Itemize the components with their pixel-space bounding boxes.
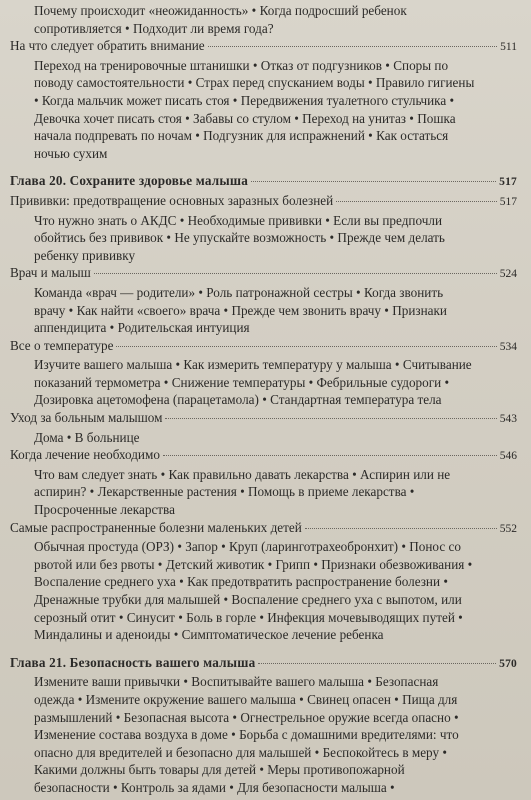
dot-leader	[258, 663, 496, 664]
section-heading	[10, 409, 517, 429]
topic-line: одежда • Измените окружение вашего малыша • Свинец опасен • Пища для	[34, 691, 458, 707]
topic-line: размышлений • Безопасная высота • Огнестрельное оружие всегда опасно •	[34, 709, 459, 725]
dot-leader	[165, 418, 496, 419]
topic-line: Какими должны быть товары для детей • Меры противопожарной	[34, 762, 405, 778]
topic-line: Дома • В больнице	[34, 429, 140, 445]
section-title: На что следует обратить внимание	[10, 38, 205, 54]
table-of-contents	[10, 2, 517, 797]
page-number: 543	[499, 413, 517, 426]
page-number: 546	[499, 450, 517, 463]
dot-leader	[94, 273, 497, 274]
page-number: 511	[500, 41, 517, 54]
section-heading	[10, 37, 517, 57]
page-number: 534	[499, 340, 517, 353]
section-gap	[10, 162, 517, 172]
section-heading	[10, 264, 517, 284]
dot-leader	[116, 346, 496, 347]
section-heading	[10, 192, 517, 212]
section-title: Когда лечение необходимо	[10, 447, 160, 463]
section-heading	[10, 446, 517, 466]
page-number: 524	[499, 268, 517, 281]
topic-line: Что вам следует знать • Как правильно давать лекарства • Аспирин или не	[34, 466, 451, 482]
topic-line: аппендицита • Родительская интуиция	[34, 320, 250, 336]
topic-line: Измените ваши привычки • Воспитывайте вашего малыша • Безопасная	[34, 674, 439, 690]
topic-line: • Когда мальчик может писать стоя • Передвижения туалетного стульчика •	[34, 92, 455, 108]
page-number: 552	[499, 522, 517, 535]
topic-line: опасно для вредителей и безопасно для малышей • Беспокойтесь в меру •	[34, 744, 447, 760]
section-title: Уход за больным малышом	[10, 410, 163, 426]
section-title: Самые распространенные болезни маленьких детей	[10, 519, 302, 535]
dot-leader	[336, 201, 497, 202]
section-title: Прививки: предотвращение основных заразных болезней	[10, 192, 334, 208]
topic-line: Что нужно знать о АКДС • Необходимые прививки • Если вы предпочли	[34, 212, 442, 228]
topic-line: Обычная простуда (ОРЗ) • Запор • Круп (ларинготрахеобронхит) • Понос со	[34, 539, 461, 555]
topic-line: поводу самостоятельности • Страх перед спусканием воды • Правило гигиены	[34, 75, 475, 91]
topic-line: Команда «врач — родители» • Роль патронажной сестры • Когда звонить	[34, 284, 444, 300]
section-heading	[10, 519, 517, 539]
section-gap	[10, 644, 517, 654]
topic-line: сопротивляется • Подходит ли время года?	[34, 20, 274, 36]
topic-line: ребенку прививку	[34, 247, 136, 263]
dot-leader	[305, 528, 497, 529]
chapter-heading	[10, 654, 517, 674]
topic-line: Почему происходит «неожиданность» • Когда подросший ребенок	[34, 3, 407, 18]
topic-line: обойтись без прививок • Не упускайте возможность • Прежде чем делать	[34, 230, 445, 246]
page-number: 517	[499, 195, 517, 208]
dot-leader	[163, 455, 497, 456]
topic-line: серозный отит • Синусит • Боль в горле • Инфекция мочевыводящих путей •	[34, 609, 463, 625]
topic-line: Дренажные трубки для малышей • Воспаление среднего уха с выпотом, или	[34, 592, 462, 607]
section-title: Врач и малыш	[10, 265, 91, 281]
page-number: 570	[499, 657, 517, 670]
chapter-title: Глава 20. Сохраните здоровье малыша	[10, 173, 249, 189]
topic-line: аспирин? • Лекарственные растения • Помощь в приеме лекарства •	[34, 484, 415, 500]
chapter-heading	[10, 172, 517, 192]
dot-leader	[251, 181, 496, 182]
section-heading	[10, 337, 517, 357]
topic-line: начала подпревать по ночам • Подгузник для испражнений • Как остаться	[34, 128, 449, 144]
topic-line: безопасности • Контроль за ядами • Для безопасности малыша •	[34, 779, 395, 795]
section-title: Все о температуре	[10, 337, 114, 353]
topic-line: рвотой или без рвоты • Детский животик • Грипп • Признаки обезвоживания •	[34, 556, 473, 572]
topic-line: показаний термометра • Снижение температуры • Фебрильные судороги •	[34, 374, 450, 390]
topic-line: Изучите вашего малыша • Как измерить температуру у малыша • Считывание	[34, 357, 472, 373]
topic-line: Миндалины и аденоиды • Симптоматическое лечение ребенка	[34, 627, 384, 643]
page-number: 517	[499, 176, 517, 189]
dot-leader	[208, 46, 498, 47]
topic-line: Дозировка ацетомофена (парацетамола) • Стандартная температура тела	[34, 392, 442, 408]
topic-line: Воспаление среднего уха • Как предотвратить распространение болезни •	[34, 574, 448, 590]
topic-line: врачу • Как найти «своего» врача • Прежде чем звонить врачу • Признаки	[34, 302, 447, 318]
topic-line: Просроченные лекарства	[34, 502, 175, 518]
topic-line: Изменение состава воздуха в доме • Борьба с домашними вредителями: что	[34, 727, 459, 743]
topic-line: Девочка хочет писать стоя • Забавы со стулом • Переход на унитаз • Пошка	[34, 110, 456, 126]
chapter-title: Глава 21. Безопасность вашего малыша	[10, 654, 256, 670]
topic-line: ночью сухим	[34, 145, 108, 161]
topic-line: Переход на тренировочные штанишки • Отказ от подгузников • Споры по	[34, 57, 449, 73]
